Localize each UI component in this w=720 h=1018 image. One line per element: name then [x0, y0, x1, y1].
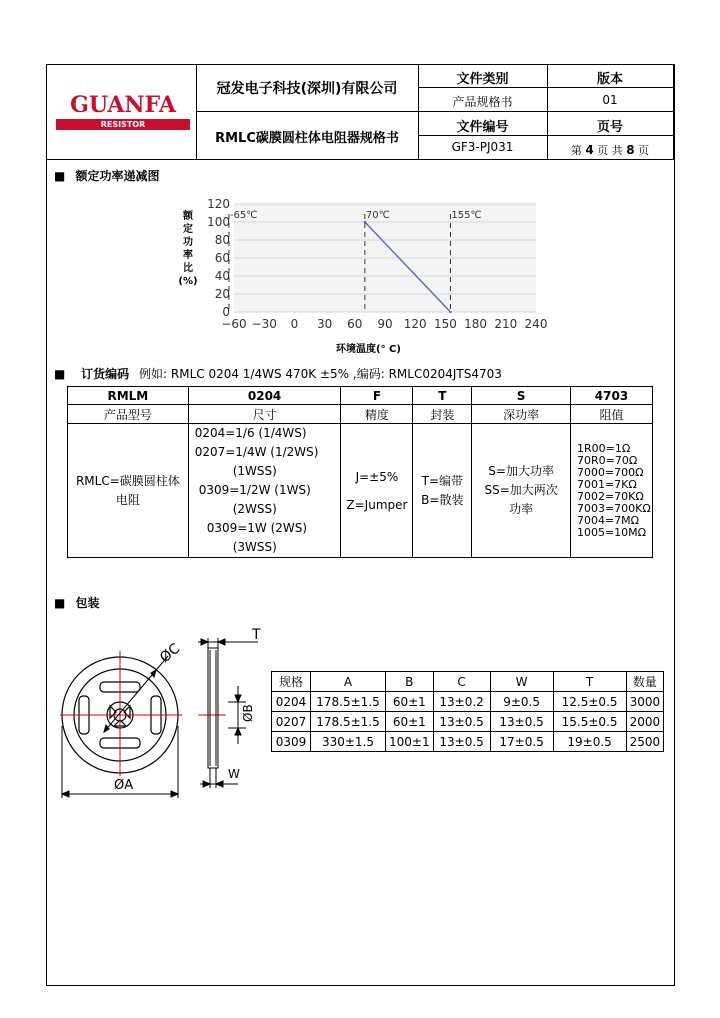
x-tick-label: 90 — [377, 317, 393, 331]
x-tick-label: 180 — [464, 317, 488, 331]
y-tick-label: 0 — [222, 305, 230, 319]
company-logo — [56, 92, 190, 130]
model-cell: RMLC=碳膜圆柱体 电阻 — [68, 424, 189, 558]
y-tick-label: 60 — [214, 251, 230, 265]
version-value: 01 — [602, 93, 618, 107]
dim-label-w: W — [228, 767, 240, 781]
doc-type-label: 文件类别 — [456, 72, 509, 87]
derating-section-title: ■ 额定功率递减图 — [54, 169, 160, 183]
code-model: RMLM — [68, 387, 189, 405]
order-detail-row — [68, 424, 653, 558]
section-bullet-icon: ■ — [54, 596, 66, 610]
header-tolerance: 精度 — [341, 405, 413, 424]
x-tick-label: −60 — [221, 317, 247, 331]
doc-no-label: 文件编号 — [456, 120, 509, 135]
y-tick-label: 100 — [207, 215, 230, 229]
order-code-table — [67, 386, 653, 558]
page-number: 第 4 页 共 8 页 — [570, 143, 650, 157]
y-tick-label: 20 — [214, 287, 230, 301]
dim-label-a: ØA — [114, 778, 134, 793]
x-tick-label: −30 — [251, 317, 277, 331]
reel-table-header: 规格 A B C W T 数量 — [272, 672, 664, 692]
derating-xlabel: 环境温度(° C) — [336, 344, 401, 355]
x-tick-label: 120 — [403, 317, 427, 331]
company-name: 冠发电子科技(深圳)有限公司 — [216, 81, 398, 97]
derating-point — [364, 221, 366, 223]
dim-label-t: T — [252, 627, 261, 643]
temperature-annotation: 155℃ — [451, 210, 482, 221]
y-tick-label: 80 — [214, 233, 230, 247]
derating-point — [449, 311, 451, 313]
reel-spec-table — [271, 671, 664, 752]
page-label: 页号 — [596, 120, 623, 135]
x-tick-label: 150 — [433, 317, 457, 331]
temperature-annotation: -65℃ — [229, 210, 258, 221]
header-resistance: 阻值 — [570, 405, 652, 424]
x-tick-label: 210 — [494, 317, 518, 331]
doc-type-value: 产品规格书 — [452, 95, 513, 109]
order-example: 例如: RMLC 0204 1/4WS 470K ±5% ,编码: RMLC0204JTS4703 — [139, 367, 502, 381]
derating-chart — [196, 192, 550, 340]
document-header — [46, 64, 675, 160]
y-tick-label: 40 — [214, 269, 230, 283]
y-tick-label: 120 — [207, 197, 230, 211]
logo-wordmark: GUANFA — [70, 92, 176, 118]
x-tick-label: 60 — [347, 317, 363, 331]
reel-centerlines — [60, 651, 226, 776]
resistance-cell: 1R00=1Ω 70R0=70Ω 7000=700Ω 7001=7KΩ 7002=70KΩ 7003=700KΩ 7004=7MΩ 1005=10MΩ — [570, 424, 652, 558]
tolerance-cell: J=±5% Z=Jumper — [341, 424, 413, 558]
table-row: 0207 178.5±1.5 60±1 13±0.5 13±0.5 15.5±0.5 2000 — [272, 712, 664, 732]
section-bullet-icon: ■ — [54, 169, 66, 183]
x-tick-label: 240 — [524, 317, 548, 331]
packing-cell: T=编带 B=散装 — [413, 424, 472, 558]
temperature-annotation: 70℃ — [365, 210, 390, 221]
logo-subtitle: RESISTOR — [56, 119, 190, 130]
code-power: S — [472, 387, 571, 405]
table-row: 0204 178.5±1.5 60±1 13±0.2 9±0.5 12.5±0.5 3000 — [272, 692, 664, 712]
code-tolerance: F — [341, 387, 413, 405]
size-cell: 0204=1/6 (1/4WS) 0207=1/4W (1/2WS) (1WSS) 0309=1/2W (1WS) (2WSS) 0309=1W (2WS) (3WSS) — [188, 424, 341, 558]
code-packing: T — [413, 387, 472, 405]
spec-title: RMLC碳膜圆柱体电阻器规格书 — [215, 131, 399, 146]
code-size: 0204 — [188, 387, 341, 405]
doc-no-value: GF3-PJ031 — [451, 140, 514, 154]
dim-label-c: ØC — [157, 640, 184, 667]
header-power: 深功率 — [472, 405, 571, 424]
header-size: 尺寸 — [188, 405, 341, 424]
x-tick-label: 0 — [290, 317, 299, 331]
header-packing: 封装 — [413, 405, 472, 424]
order-section-title: ■ 订货编码 例如: RMLC 0204 1/4WS 470K ±5% ,编码: RMLC0204JTS4703 — [54, 367, 502, 381]
derating-ylabel: 额 定 功 率 比 (%) — [178, 211, 198, 287]
version-label: 版本 — [596, 72, 623, 87]
dim-label-b: ØB — [241, 704, 255, 722]
header-model: 产品型号 — [68, 405, 189, 424]
code-resistance: 4703 — [570, 387, 652, 405]
order-code-row — [68, 387, 653, 405]
table-row: 0309 330±1.5 100±1 13±0.5 17±0.5 19±0.5 2500 — [272, 732, 664, 752]
package-section-title: ■ 包装 — [54, 596, 100, 610]
order-header-row — [68, 405, 653, 424]
reel-drawing — [58, 626, 270, 802]
x-tick-label: 30 — [316, 317, 333, 331]
section-bullet-icon: ■ — [54, 367, 66, 381]
power-cell: S=加大功率 SS=加大两次 功率 — [472, 424, 571, 558]
